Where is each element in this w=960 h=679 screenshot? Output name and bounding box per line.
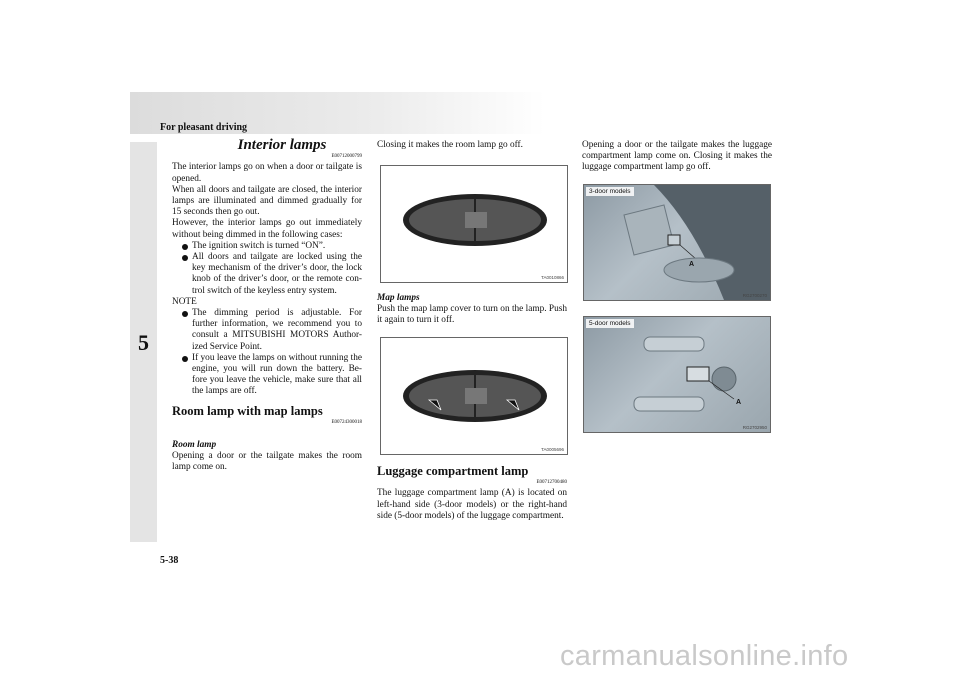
page-number: 5-38 <box>160 555 179 566</box>
intro-line: However, the interior lamps go out immediately without being dimmed in the following cases: <box>172 218 362 240</box>
luggage-block <box>377 466 567 522</box>
five-door-illustration <box>584 317 770 432</box>
list-item: If you leave the lamps on without running the engine, you will run down the battery. Be-fore you leave the vehicle, make sure that all the lamps are off. <box>182 353 362 398</box>
photo-label: 3-door models <box>586 187 634 196</box>
room-lamp-illustration <box>381 166 567 282</box>
closing-text: Closing it makes the room lamp go off. <box>377 140 523 150</box>
figure-code: TA0005696 <box>541 447 564 452</box>
list-item: The ignition switch is turned “ON”. <box>182 241 362 252</box>
title-code: E00712000799 <box>331 154 362 160</box>
map-lamps-text: Push the map lamp cover to turn on the lamp. Push it again to turn it off. <box>377 304 567 326</box>
section-heading: Luggage compartment lamp <box>377 464 529 478</box>
figure-code: TA0010866 <box>541 275 564 280</box>
list-item: All doors and tailgate are locked using the key mechanism of the driver’s door, the lock knob of the driver’s door, or the remote con-trol switch of the keyless entry system. <box>182 252 362 297</box>
list-item: The dimming period is adjustable. For further information, we recommend you to consult a MITSUBISHI MOTORS Author-ized Service Point. <box>182 308 362 353</box>
luggage-text: The luggage compartment lamp (A) is located on left-hand side (3-door models) or the right-hand side (5-door models) of the luggage compartment. <box>377 488 567 521</box>
notes-list <box>172 308 362 398</box>
column-3 <box>582 140 772 174</box>
map-lamps-block <box>377 293 567 327</box>
three-door-photo <box>583 184 771 301</box>
figure-code: RG2700270 <box>742 293 767 298</box>
watermark: carmanualsonline.info <box>560 640 849 672</box>
section-header: For pleasant driving <box>160 122 248 133</box>
map-lamp-figure <box>380 337 568 455</box>
section-heading: Room lamp with map lamps <box>172 403 323 418</box>
column-1 <box>172 137 362 474</box>
note-label: NOTE <box>172 296 197 307</box>
page-title: Interior lamps <box>237 137 327 153</box>
intro-line: The interior lamps go on when a door or tailgate is opened. <box>172 162 362 184</box>
subheading-room-lamp: Room lamp <box>172 440 217 451</box>
five-door-photo <box>583 316 771 433</box>
cases-list <box>172 241 362 297</box>
chapter-number: 5 <box>138 330 149 355</box>
figure-code: RG2702950 <box>742 425 767 430</box>
photo-label: 5-door models <box>586 319 634 328</box>
three-door-illustration <box>584 185 770 300</box>
heading-code: E00712700480 <box>536 480 567 486</box>
column-2 <box>377 140 567 151</box>
luggage-lamp-text: Opening a door or the tailgate makes the luggage compartment lamp come on. Closing it makes the luggage compartment lamp go off. <box>582 140 772 173</box>
intro-line: When all doors and tailgate are closed, the interior lamps are illuminated and dimmed gradually for 15 seconds then go out. <box>172 184 362 218</box>
room-lamp-text: Opening a door or the tailgate makes the room lamp come on. <box>172 451 362 473</box>
map-lamp-illustration <box>381 338 567 454</box>
lamp-marker: A <box>689 261 695 268</box>
subheading-map-lamps: Map lamps <box>377 293 420 303</box>
heading-code: E00724300018 <box>331 419 362 425</box>
room-lamp-figure <box>380 165 568 283</box>
lamp-marker: A <box>736 399 742 406</box>
